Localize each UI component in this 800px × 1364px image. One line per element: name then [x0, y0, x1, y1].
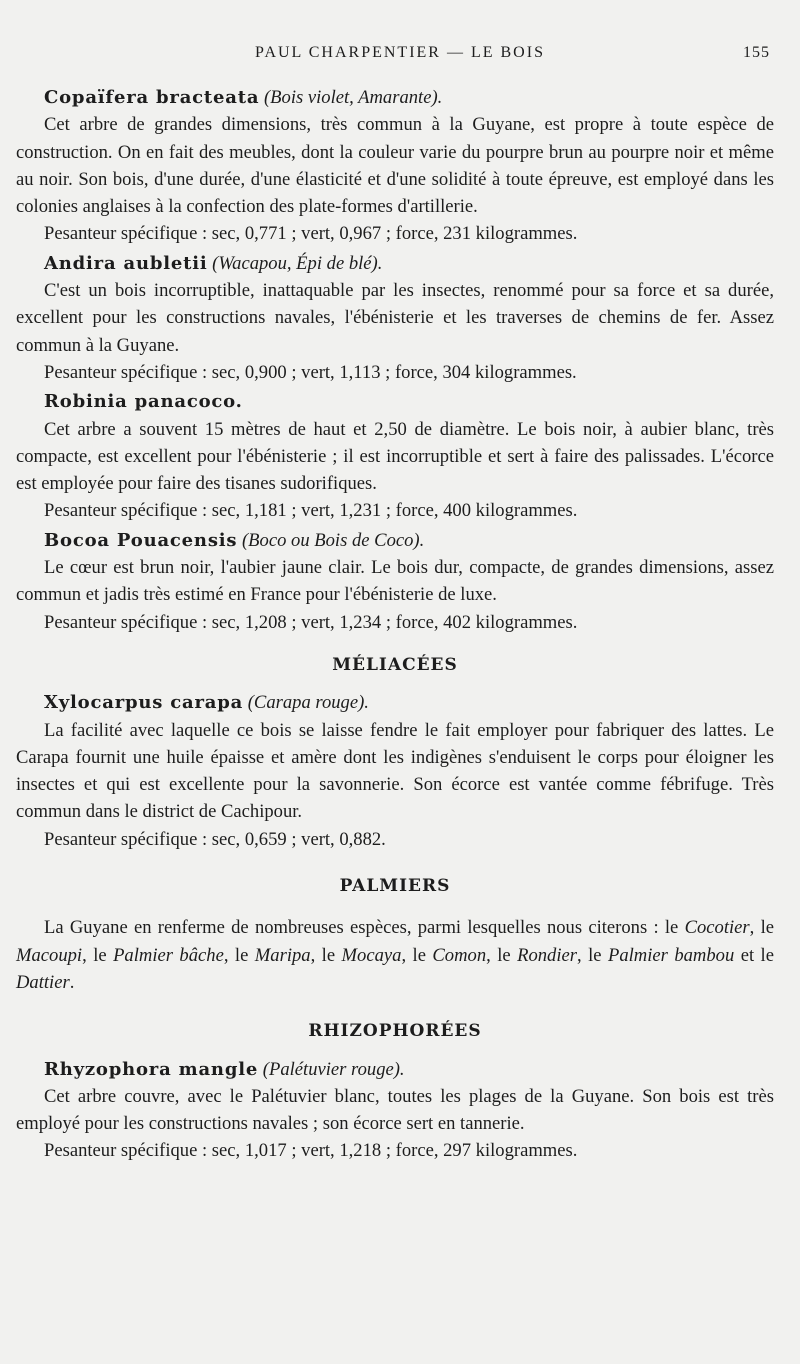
common-name: (Palétuvier rouge). [262, 1058, 405, 1080]
palm-paragraph: La Guyane en renferme de nombreuses espèces, parmi lesquelles nous citerons : le Cocotier, le Macoupi, le Palmier bâche, le Maripa, le Mocaya, le Comon, le Rondier, le Palmier bambou et le Dattier. [16, 917, 774, 993]
section-heading: PALMIERS [339, 876, 451, 897]
latin-name: Andira aubletii [44, 252, 208, 274]
specific-gravity: Pesanteur spécifique : sec, 0,900 ; vert, 1,113 ; force, 304 kilogrammes. [44, 361, 577, 383]
latin-name: Copaïfera bracteata [44, 87, 260, 108]
palm-name: Rondier [517, 944, 578, 966]
page-body [16, 82, 774, 1165]
section-heading: RHIZOPHORÉES [308, 1021, 482, 1042]
page-header [0, 44, 800, 68]
entry-title [16, 689, 774, 716]
entry-title [16, 527, 774, 554]
entry-description: C'est un bois incorruptible, inattaquable par les insectes, renommé pour sa force et sa durée, excellent pour les constructions navales, l'ébénisterie et les traverses de chemins de fer. Assez commun à la Guyane. [16, 280, 774, 356]
palm-name: Comon [432, 944, 487, 966]
entry-description: Le cœur est brun noir, l'aubier jaune clair. Le bois dur, compacte, de grandes dimensions, assez commun et jadis très estimé en France pour l'ébénisterie de luxe. [16, 557, 774, 606]
entry-description: Cet arbre de grandes dimensions, très commun à la Guyane, est propre à toute espèce de construction. On en fait des meubles, dont la couleur varie du pourpre brun au pourpre noir et même au noir. Son bois, d'une durée, d'une élasticité et d'une solidité à toute épreuve, est employé dans les colonies anglaises à la confection des plate-formes d'artillerie. [16, 114, 774, 218]
section-heading: MÉLIACÉES [332, 654, 458, 675]
specific-gravity: Pesanteur spécifique : sec, 0,771 ; vert, 0,967 ; force, 231 kilogrammes. [44, 223, 578, 245]
specific-gravity: Pesanteur spécifique : sec, 1,208 ; vert, 1,234 ; force, 402 kilogrammes. [44, 611, 578, 633]
entry-description: Cet arbre couvre, avec le Palétuvier blanc, toutes les plages de la Guyane. Son bois est très employé pour les constructions navales ; son écorce sert en tannerie. [16, 1085, 774, 1135]
entry-title [16, 250, 774, 277]
entry-description: Cet arbre a souvent 15 mètres de haut et 2,50 de diamètre. Le bois noir, à aubier blanc, très compacte, est excellent pour l'ébénisterie ; il est incorruptible et sert à faire des palissades. L'écorce est employée pour faire des tisanes sudorifiques. [16, 418, 774, 495]
common-name: (Boco ou Bois de Coco). [241, 529, 425, 551]
palm-name: Maripa [254, 944, 311, 966]
entry-description: La facilité avec laquelle ce bois se laisse fendre le fait employer pour fabriquer des lattes. Le Carapa fournit une huile épaisse et amère dont les indigènes s'enduisent le corps pour éloigner les insectes et qui est excellente pour la savonnerie. Son écorce est vantée comme fébrifuge. Très commun dans le district de Cachipour. [16, 719, 774, 823]
latin-name: Xylocarpus carapa [44, 692, 244, 714]
specific-gravity: Pesanteur spécifique : sec, 1,181 ; vert, 1,231 ; force, 400 kilogrammes. [44, 500, 578, 522]
running-head: PAUL CHARPENTIER — LE BOIS [255, 44, 545, 61]
palm-name: Cocotier [684, 917, 750, 939]
entry-title [16, 1056, 774, 1083]
latin-name: Robinia panacoco. [44, 391, 243, 413]
latin-name: Bocoa Pouacensis [44, 529, 238, 551]
common-name: (Wacapou, Épi de blé). [212, 252, 383, 274]
palm-name: Palmier bambou [607, 944, 735, 966]
common-name: (Carapa rouge). [247, 692, 369, 714]
palm-name: Macoupi [16, 944, 83, 966]
entry-title [16, 84, 774, 111]
specific-gravity: Pesanteur spécifique : sec, 0,659 ; vert, 0,882. [44, 828, 386, 850]
palm-name: Dattier [16, 971, 70, 993]
latin-name: Rhyzophora mangle [44, 1058, 259, 1080]
page-number: 155 [743, 44, 770, 61]
palm-name: Palmier bâche [113, 944, 224, 966]
specific-gravity: Pesanteur spécifique : sec, 1,017 ; vert, 1,218 ; force, 297 kilogrammes. [44, 1140, 578, 1162]
common-name: (Bois violet, Amarante). [263, 87, 443, 108]
entry-title [16, 388, 774, 415]
palm-name: Mocaya [341, 944, 402, 966]
